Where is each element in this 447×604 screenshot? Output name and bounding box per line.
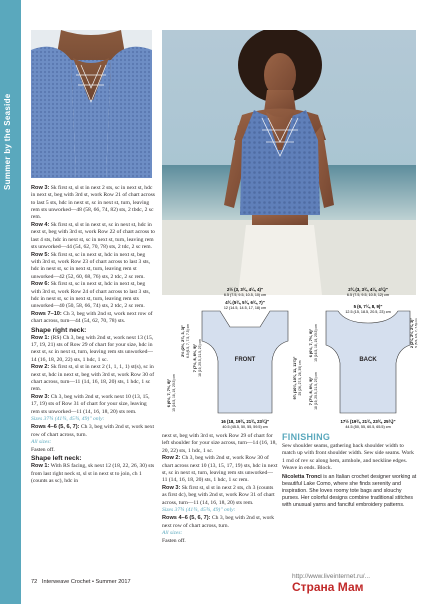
row-3-instruction: Row 3: Sk first st, sl st in next 2 sts, sc in next st, hdc in next st, beg with 3rd st, work Row 21 of chart across to last 5 sts, hdc in next st, sc in next st, turn, leaving rem sts unworked—48 (58, 66, 74, 82) sts, 2 tbdc, 2 sc rem. xyxy=(31,185,155,221)
all-sizes-note: All sizes: xyxy=(31,439,52,446)
svg-text:17½ (19¾, 21¾, 23¾, 25¾)": 17½ (19¾, 21¾, 23¾, 25¾)" xyxy=(340,419,396,424)
designer-bio: Nicoletta Tronci is an Italian crochet designer working at beautiful Lake Como, where she finds serenity and inspiration. She loves roomy tote bags and slouchy purses. Her colorful designs combine traditional stitches with unusual yarns and fanciful embroidery patterns. xyxy=(282,474,417,508)
left-rows-4-6-instruction: Rows 4–6 (5, 6, 7): Ch 3, beg with 2nd st, work next row of chart across, turn. xyxy=(162,515,275,529)
front-label: FRONT xyxy=(234,357,256,363)
svg-text:2½ (2½, 2¾, 3, 3)": 2½ (2½, 2¾, 3, 3)" xyxy=(181,325,185,357)
svg-text:25 (26, 27.5, 28, 30) cm: 25 (26, 27.5, 28, 30) cm xyxy=(298,360,302,396)
section-sidebar xyxy=(0,0,21,604)
page-footer: 72 Interweave Crochet • Summer 2017 xyxy=(31,579,131,585)
svg-text:12.5 (15, 18.5, 20.5, 23) cm: 12.5 (15, 18.5, 20.5, 23) cm xyxy=(345,310,391,314)
svg-text:6.5 (7.5, 9.5, 10.5, 12) cm: 6.5 (7.5, 9.5, 10.5, 12) cm xyxy=(346,293,390,297)
back-schematic xyxy=(309,287,418,429)
svg-text:12 (14.5, 14.5, 17, 18) cm: 12 (14.5, 14.5, 17, 18) cm xyxy=(223,306,267,310)
finishing-section xyxy=(282,432,418,511)
svg-text:6 (6½, 7, 7½, 8)": 6 (6½, 7, 7½, 8)" xyxy=(167,378,171,408)
schematic-diagrams xyxy=(162,283,418,433)
finishing-text: Sew shoulder seams, gathering back shoulder width to match up with front shoulder width. Sew side seams. Work 1 rnd of rev sc along hem, armhole, and neckline edges. Weave in ends. Block. xyxy=(282,443,414,471)
svg-text:44.5 (50, 55, 60.5, 65.5) cm: 44.5 (50, 55, 60.5, 65.5) cm xyxy=(345,425,391,429)
svg-text:18 (19, 20.5, 21.5, 23) cm: 18 (19, 20.5, 21.5, 23) cm xyxy=(198,339,202,377)
page-number: 72 xyxy=(31,579,38,585)
right-row-1-instruction: Row 1: (RS) Ch 3, beg with 2nd st, work next 13 (15, 17, 19, 21) sts of Row 29 of chart for your size, hdc in next st, sc in next st, turn, leaving rem sts unworked—14 (16, 18, 20, 22) sts, 1 hdc, 1 sc. xyxy=(31,334,154,363)
svg-text:6.5 (7.5, 9.5, 10.5, 10) cm: 6.5 (7.5, 9.5, 10.5, 10) cm xyxy=(223,293,267,297)
instructions-column-1 xyxy=(31,185,155,486)
svg-text:9¾ (10¼, 10¾, 11, 11¾)": 9¾ (10¼, 10¾, 11, 11¾)" xyxy=(293,356,297,400)
section-title: Summer by the Seaside xyxy=(3,93,12,190)
left-row-1-instruction: Row 1: With RS facing, sk next 12 (18, 22, 26, 30) sts from last right neck st, sl st in next st to join, ch 1 (counts as sc), hdc in xyxy=(31,463,155,484)
all-sizes-note-left: All sizes: xyxy=(162,530,183,537)
instructions-column-2 xyxy=(162,433,278,546)
sizes-note: Sizes 37¾ (41¾, 45¾, 49)" only: xyxy=(31,416,105,423)
model-photo xyxy=(162,30,416,295)
svg-text:7 (7½, 8, 8½, 9)": 7 (7½, 8, 8½, 9)" xyxy=(193,343,197,373)
left-row-1-continued: next st, beg with 3rd st, work Row 29 of chart for left shoulder for your size across, turn—14 (16, 18, 20, 22) sts, 1 hdc, 1 sc. xyxy=(162,433,277,454)
left-row-3-instruction: Row 3: Sk first st, sl st in next 2 sts, ch 3 (counts as first dc), beg with 2nd st, work Row 31 of chart across, turn—11 (14, 16, 18, 20) sts rem. xyxy=(162,485,275,506)
watermark-url: http://www.liveinternet.ru/... xyxy=(292,573,371,580)
issue-label: Summer 2017 xyxy=(95,579,131,585)
right-row-2-instruction: Row 2: Sk first st, sl st in next 2 (1, 1, 1, 1) st(s), sc in next st, hdc in next st, beg with 3rd st, work Row 30 of chart across, turn—11 (14, 16, 18, 20) sts, 1 hdc, 1 sc rem. xyxy=(31,364,155,393)
svg-text:2½ (3, 3¾, 4¼, 4)": 2½ (3, 3¾, 4¼, 4)" xyxy=(227,287,263,292)
back-label: BACK xyxy=(359,357,377,363)
left-row-2-instruction: Row 2: Ch 3, beg with 2nd st, work Row 30 of chart across next 10 (13, 15, 17, 19) sts, hdc in next st, sc in next st, turn, leaving rem sts unworked—11 (14, 16, 18, 20) sts, 1 hdc, 1 sc rem. xyxy=(162,455,278,484)
svg-text:2¾ (3, 3¾, 4¼, 4¾)": 2¾ (3, 3¾, 4¼, 4¾)" xyxy=(348,287,388,292)
right-row-3-instruction: Row 3: Ch 3, beg with 2nd st, work next 10 (13, 15, 17, 19) sts of Row 31 of chart for your size, leaving rem sts unworked—11 (14, 16, 18, 20) sts rem. xyxy=(31,394,150,415)
svg-text:4¾ (5¾, 5¾, 6¾, 7)": 4¾ (5¾, 5¾, 6¾, 7)" xyxy=(225,300,265,305)
fasten-off-note: Fasten off. xyxy=(31,447,55,454)
front-schematic xyxy=(167,287,302,429)
sizes-note-left: Sizes 37¾ (41¾, 45¾, 49)" only: xyxy=(162,507,236,514)
svg-text:18 (19, 20.5, 21.5, 23) cm: 18 (19, 20.5, 21.5, 23) cm xyxy=(314,372,318,410)
detail-photo xyxy=(31,30,152,178)
watermark-text: Страна Мам xyxy=(292,580,364,594)
row-4-instruction: Row 4: Sk first st, sl st in next st, sc in next st, hdc in next st, beg with 3rd st, work Row 22 of chart across to last 4 sts, hdc in next st, sc in next st, turn, leaving rem sts unworked—44 (54, 62, 70, 78) sts, 2 tdc, 2 sc rem. xyxy=(31,221,155,250)
svg-text:5 (5.5, 6.5, 7, 7.5) cm: 5 (5.5, 6.5, 7, 7.5) cm xyxy=(414,318,418,348)
shape-right-neck-heading: Shape right neck: xyxy=(31,326,87,334)
svg-text:16 (18, 19¾, 21¾, 23¾)": 16 (18, 19¾, 21¾, 23¾)" xyxy=(221,419,269,424)
svg-text:7 (7½, 8, 8½, 9)": 7 (7½, 8, 8½, 9)" xyxy=(309,376,313,406)
right-rows-4-6-instruction: Rows 4–6 (5, 6, 7): Ch 3, beg with 2nd st, work next row of chart across, turn. xyxy=(31,424,155,438)
svg-text:40.5 (45.5, 50, 55, 59.5) cm: 40.5 (45.5, 50, 55, 59.5) cm xyxy=(222,425,268,429)
svg-text:15 (16.5, 18, 19, 20.5) cm: 15 (16.5, 18, 19, 20.5) cm xyxy=(172,374,176,412)
svg-text:2 (2¼, 2½, 2¾, 3)": 2 (2¼, 2½, 2¾, 3)" xyxy=(410,317,414,349)
svg-text:5 (6, 7¼, 8, 9)": 5 (6, 7¼, 8, 9)" xyxy=(353,304,383,309)
svg-text:6.5 (6.5, 7, 7.5, 7.5) cm: 6.5 (6.5, 7, 7.5, 7.5) cm xyxy=(186,323,190,359)
watermark xyxy=(292,573,370,594)
finishing-heading: FINISHING xyxy=(282,432,331,442)
svg-text:15 (16.5, 18, 19, 20.5) cm: 15 (16.5, 18, 19, 20.5) cm xyxy=(314,324,318,362)
rows-7-10-instruction: Rows 7–10: Ch 3, beg with 2nd st, work next row of chart across, turn—44 (54, 62, 70, 78) sts. xyxy=(31,311,153,325)
fasten-off-note-left: Fasten off. xyxy=(162,538,186,545)
svg-text:6 (6½, 7, 7½, 8)": 6 (6½, 7, 7½, 8)" xyxy=(309,328,313,358)
row-5-instruction: Row 5: Sk first st, sc in next st, hdc in next st, beg with 3rd st, work Row 23 of chart across to last 3 sts, hdc in next st, sc in next st, turn, leaving rem st unworked—42 (52, 60, 68, 76) sts, 2 tdc, 2 sc rem. xyxy=(31,251,151,280)
shape-left-neck-heading: Shape left neck: xyxy=(31,455,82,463)
publication-name: Interweave Crochet xyxy=(41,579,91,585)
row-6-instruction: Row 6: Sk first st, sc in next st, hdc in next st, beg with 3rd st, work Row 24 of chart across to last 3 sts, hdc in next st, sc in next st, turn, leaving rem sts unworked—40 (50, 58, 66, 74) sts, 2 tdc, 2 sc rem. xyxy=(31,281,151,310)
